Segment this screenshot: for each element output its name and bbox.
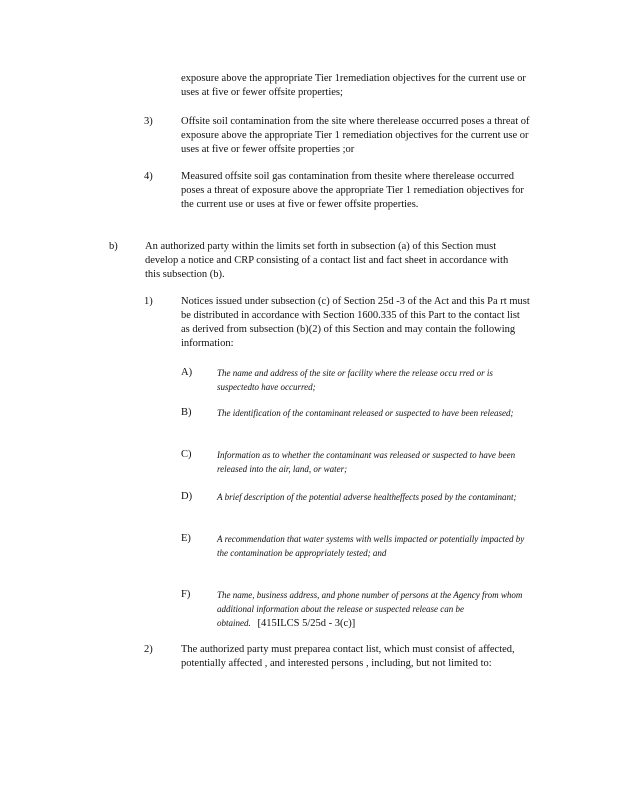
item-label-b1: 1) xyxy=(144,296,153,307)
item-text-b1E: A recommendation that water systems with wells impacted or potentially impacted by the contamination be appropriately tested; and xyxy=(217,534,525,558)
item-label-b1C: C) xyxy=(181,449,192,460)
item-label-a4: 4) xyxy=(144,171,153,182)
item-text-a4: Measured offsite soil gas contamination from thesite where therelease occurred poses a threat of exposure above the appropriate Tier 1 remediation objectives for the current use or uses at five or fewer offsite properties. xyxy=(181,171,524,210)
item-text-b1F-body: The name, business address, and phone number of persons at the Agency from whom additional information about the release or suspected release can be obtained. xyxy=(217,590,523,628)
item-text-b: An authorized party within the limits set forth in subsection (a) of this Section must develop a notice and CRP consisting of a contact list and fact sheet in accordance with this subsection (b). xyxy=(145,241,509,280)
item-text-b1D: A brief description of the potential adverse healtheffects posed by the contaminant; xyxy=(217,492,517,502)
statute-citation: [415ILCS 5/25d - 3(c)] xyxy=(257,618,356,629)
item-label-b1D: D) xyxy=(181,491,193,502)
item-label-b1A: A) xyxy=(181,367,193,378)
item-text-a3: Offsite soil contamination from the site where therelease occurred poses a threat of exposure above the appropriate Tier 1 remediation objectives for the current use or uses at five or fewer offsite properties ;or xyxy=(181,116,530,155)
item-label-a3: 3) xyxy=(144,116,153,127)
item-label-b1F: F) xyxy=(181,589,191,600)
item-text-b1F xyxy=(217,588,537,631)
item-label-b1B: B) xyxy=(181,407,192,418)
item-label-b: b) xyxy=(109,241,118,252)
item-text-b1: Notices issued under subsection (c) of Section 25d -3 of the Act and this Pa rt must be distributed in accordance with Section 1600.335 of this Part to the contact list as derived from subsection (b)(2) of this Section and may contain the following information: xyxy=(181,296,530,349)
item-text-b1B: The identification of the contaminant released or suspected to have been released; xyxy=(217,408,514,418)
item-text-b1A: The name and address of the site or facility where the release occu rred or is suspectedto have occurred; xyxy=(217,368,493,392)
item-label-b2: 2) xyxy=(144,644,153,655)
continued-paragraph: exposure above the appropriate Tier 1remediation objectives for the current use or uses at five or fewer offsite properties; xyxy=(181,73,526,98)
item-text-b2: The authorized party must preparea contact list, which must consist of affected, potentially affected , and interested persons , including, but not limited to: xyxy=(181,644,515,669)
item-label-b1E: E) xyxy=(181,533,191,544)
item-text-b1C: Information as to whether the contaminant was released or suspected to have been released into the air, land, or water; xyxy=(217,450,516,474)
